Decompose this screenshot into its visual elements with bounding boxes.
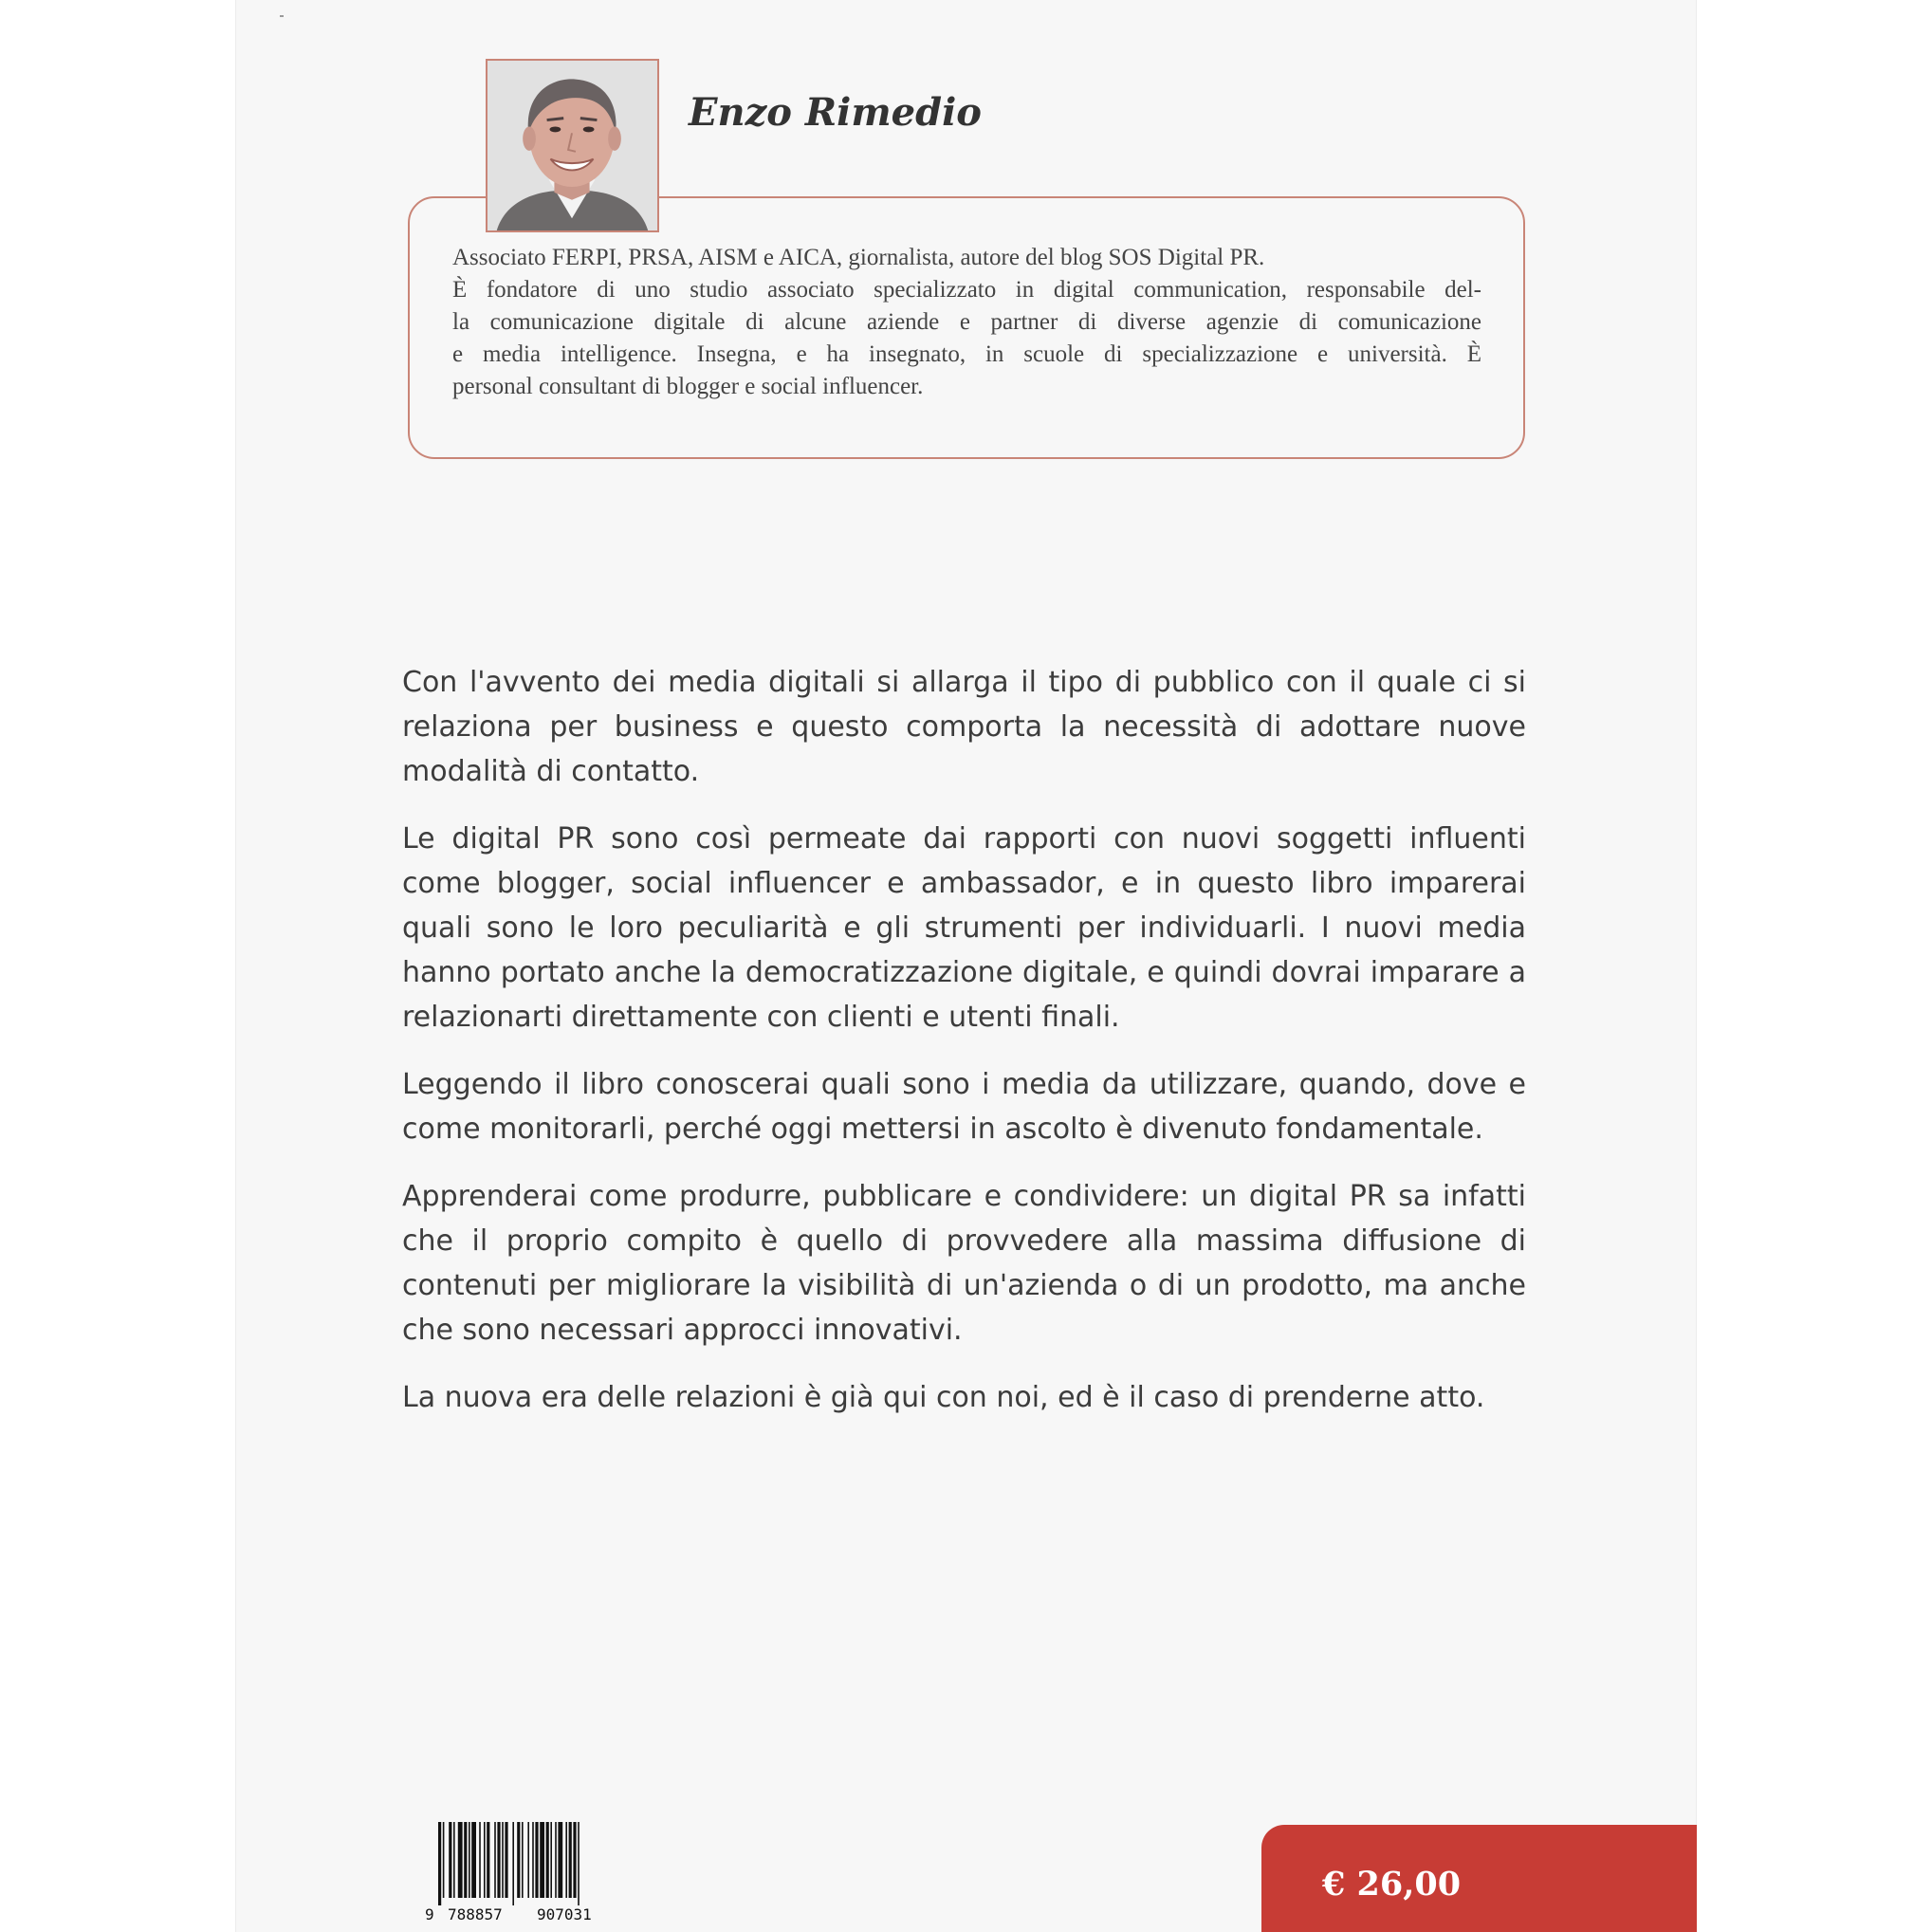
barcode-bar <box>494 1822 496 1898</box>
barcode-bar <box>569 1822 572 1898</box>
barcode-bar <box>497 1822 500 1898</box>
description-paragraph: La nuova era delle relazioni è già qui con noi, ed è il caso di prenderne atto. <box>402 1381 1485 1414</box>
barcode-bar <box>469 1822 470 1898</box>
barcode-bar <box>464 1822 467 1898</box>
description-paragraph: Le digital PR sono così permeate dai rapporti con nuovi soggetti influenti come blogger, social influencer e ambassador, e in questo libro imparerai quali sono le loro peculiarità e gli strumenti per individuarli. I nuovi media hanno portato anche la democratizzazione digitale, e quindi dovrai imparare a relazionarti direttamente con clienti e utenti finali. <box>402 822 1526 1034</box>
barcode-bar <box>535 1822 538 1898</box>
barcode-bar <box>502 1822 504 1898</box>
bio-line: la comunicazione digitale di alcune aziende e partner di diverse agenzie di comunicazione <box>452 309 1481 335</box>
barcode-bar <box>546 1822 549 1898</box>
barcode-bar <box>555 1822 557 1898</box>
back-cover <box>235 0 1697 1932</box>
barcode-left-group: 788857 <box>448 1905 503 1923</box>
barcode-bar <box>512 1822 514 1905</box>
price-tab <box>1261 1825 1697 1932</box>
barcode-bar <box>527 1822 529 1898</box>
bio-line: personal consultant di blogger e social influencer. <box>452 374 924 399</box>
description-paragraph: Con l'avvento dei media digitali si allarga il tipo di pubblico con il quale ci si relaziona per business e questo comporta la necessità di adottare nuove modalità di contatto. <box>402 666 1526 788</box>
barcode-bar <box>573 1822 576 1898</box>
barcode-right-group: 907031 <box>537 1905 592 1923</box>
barcode-bar <box>558 1822 562 1898</box>
barcode-bar <box>578 1822 580 1905</box>
barcode-bar <box>479 1822 481 1898</box>
barcode-bar <box>550 1822 552 1898</box>
bio-line: Associato FERPI, PRSA, AISM e AICA, giornalista, autore del blog SOS Digital PR. <box>452 245 1265 270</box>
barcode-bar <box>443 1822 445 1898</box>
author-name: Enzo Rimedio <box>689 90 982 135</box>
bio-line: e media intelligence. Insegna, e ha insegnato, in scuole di specializzazione e università. È <box>452 341 1481 367</box>
price-label: € 26,00 <box>1322 1865 1462 1904</box>
barcode-bar <box>471 1822 476 1898</box>
barcode-bar <box>522 1822 524 1898</box>
barcode-bar <box>449 1822 451 1898</box>
barcode-bar <box>540 1822 544 1898</box>
barcode-bar <box>505 1822 507 1898</box>
print-speck <box>280 15 284 17</box>
barcode-bar <box>487 1822 489 1898</box>
barcode-bar <box>517 1822 520 1898</box>
author-photo <box>486 59 659 232</box>
book-description <box>402 660 1526 1443</box>
barcode-lead-digit: 9 <box>425 1905 434 1923</box>
author-portrait-icon <box>488 61 657 230</box>
barcode-digits <box>425 1905 624 1928</box>
isbn-barcode <box>425 1822 624 1932</box>
barcode-bar <box>438 1822 441 1905</box>
barcode-bars <box>425 1822 624 1905</box>
author-bio <box>452 242 1481 403</box>
description-paragraph: Leggendo il libro conoscerai quali sono i media da utilizzare, quando, dove e come monitorarli, perché oggi mettersi in ascolto è divenuto fondamentale. <box>402 1068 1526 1146</box>
barcode-bar <box>458 1822 463 1898</box>
description-paragraph: Apprenderai come produrre, pubblicare e condividere: un digital PR sa infatti che il proprio compito è quello di provvedere alla massima diffusione di contenuti per migliorare la visibilità di un'azienda o di un prodotto, ma anche che sono necessari approcci innovativi. <box>402 1180 1526 1347</box>
barcode-bar <box>453 1822 455 1898</box>
barcode-bar <box>565 1822 567 1898</box>
bio-line: È fondatore di uno studio associato specializzato in digital communication, responsabile del- <box>452 277 1481 303</box>
barcode-bar <box>484 1822 486 1898</box>
barcode-bar <box>532 1822 534 1898</box>
